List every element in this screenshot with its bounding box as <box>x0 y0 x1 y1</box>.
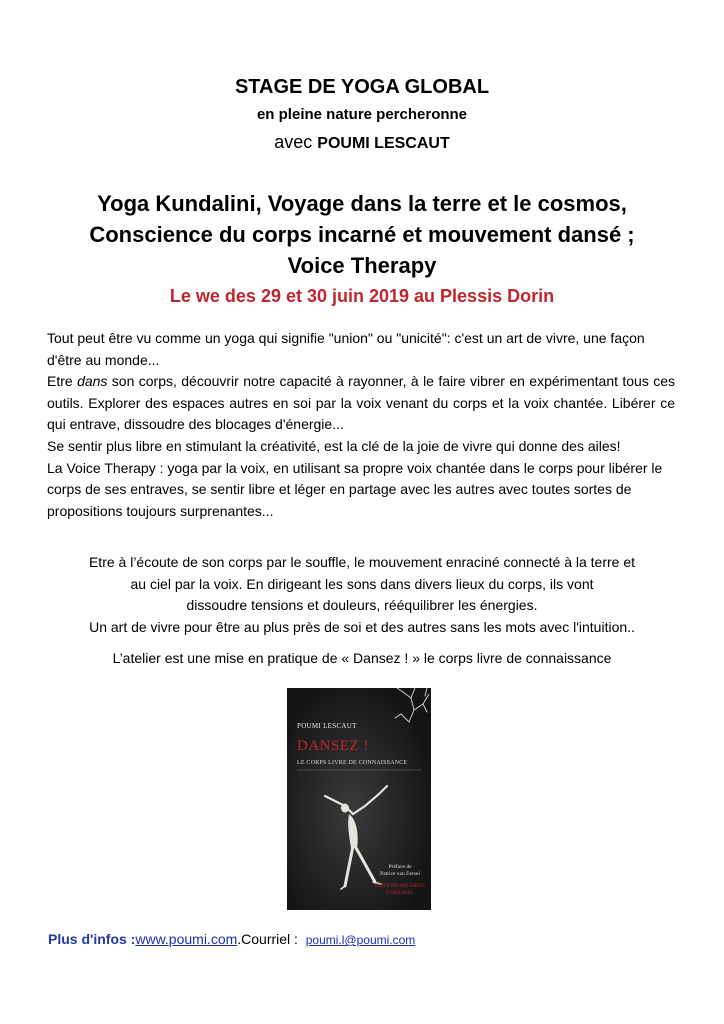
teacher-prefix: avec <box>274 132 318 152</box>
paragraph-2-emphasis: dans <box>77 373 108 390</box>
headline-line-2: Conscience du corps incarné et mouvement dansé ; <box>89 222 635 247</box>
description <box>47 328 675 522</box>
more-info-label: Plus d'infos : <box>48 931 136 947</box>
book-subtitle: LE CORPS LIVRE DE CONNAISSANCE <box>297 760 408 766</box>
centered-line-2: au ciel par la voix. En dirigeant les sons dans divers lieux du corps, ils vont <box>130 575 594 592</box>
centered-line-3: dissoudre tensions et douleurs, rééquilibrer les énergies. <box>186 597 538 614</box>
email-link[interactable]: poumi.l@poumi.com <box>305 933 416 947</box>
book-preface-label: Préface de <box>388 864 412 870</box>
book-cover-image <box>287 688 431 910</box>
book-publisher <box>375 883 425 897</box>
teacher-line <box>0 132 724 153</box>
headline <box>0 188 724 281</box>
teacher-name: POUMI LESCAUT <box>317 135 450 152</box>
book-title: DANSEZ ! <box>297 738 369 754</box>
centered-line-4: Un art de vivre pour être au plus près de soi et des autres sans les mots avec l'intuition.. <box>89 618 635 635</box>
centered-text <box>40 552 684 638</box>
book-author: POUMI LESCAUT <box>297 722 357 730</box>
footer-contact <box>48 931 415 947</box>
page-subtitle: en pleine nature percheronne <box>256 106 468 123</box>
book-publisher-name: ÉDITIONS AQUARIUS <box>375 884 425 889</box>
atelier-line: L’atelier est une mise en pratique de « Dansez ! » le corps livre de connaissance <box>112 650 612 666</box>
paragraph-2-start: Etre <box>47 373 78 390</box>
headline-line-3: Voice Therapy <box>287 253 437 278</box>
book-preface <box>375 864 425 878</box>
website-link[interactable]: www.poumi.com <box>135 931 238 947</box>
page-title: STAGE DE YOGA GLOBAL <box>234 76 490 98</box>
headline-line-1: Yoga Kundalini, Voyage dans la terre et le cosmos, <box>97 191 627 216</box>
date-line: Le we des 29 et 30 juin 2019 au Plessis Dorin <box>169 286 555 306</box>
book-preface-name: Patrice van Eersel <box>380 871 420 877</box>
paragraph-3: Se sentir plus libre en stimulant la créativité, est la clé de la joie de vivre qui donne des ailes! <box>47 437 621 454</box>
courriel-label: .Courriel : <box>237 931 306 947</box>
paragraph-2-end: son corps, découvrir notre capacité à rayonner, à le faire vibrer en expérimentant tous ces outils. Explorer des espaces autres en soi par la voix venant du corps et la voix chantée. Libérer ce qui entrave, dissoudre des blocages d'énergie... <box>47 373 675 433</box>
paragraph-4: La Voice Therapy : yoga par la voix, en utilisant sa propre voix chantée dans le corps pour libérer le corps de ses entraves, se sentir libre et léger en partage avec les autres avec toutes sortes de propositions toujours surprenantes... <box>47 459 663 519</box>
paragraph-1: Tout peut être vu comme un yoga qui signifie "union" ou "unicité": c'est un art de vivre, une façon d'être au monde... <box>47 330 645 368</box>
book-publisher-collection: L'ORIGINEL <box>386 891 414 896</box>
centered-line-1: Etre à l’écoute de son corps par le souffle, le mouvement enraciné connecté à la terre et <box>88 554 636 570</box>
paragraph-2 <box>47 371 675 436</box>
